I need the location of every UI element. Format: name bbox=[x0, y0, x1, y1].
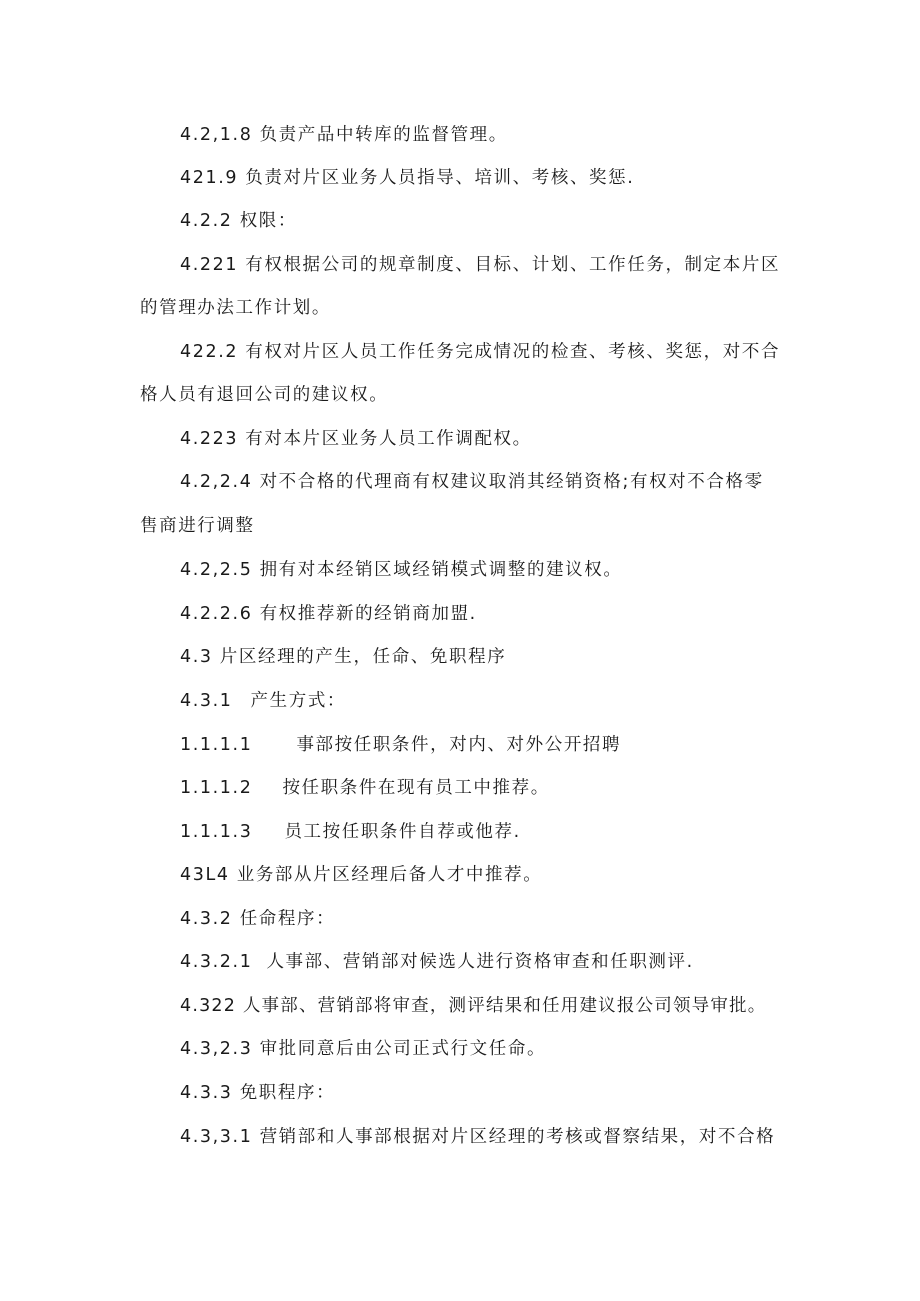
item-1-1-1-3 bbox=[180, 821, 521, 843]
item-number: 4.3.1 bbox=[180, 691, 233, 711]
item-1-1-1-1 bbox=[180, 734, 621, 756]
item-number: 4.3.2.1 bbox=[180, 952, 253, 972]
paragraph-4-2-2-4-cont: 售商进行调整 bbox=[140, 516, 255, 536]
paragraph-4-2-2-6: 4.2.2.6 有权推荐新的经销商加盟. bbox=[180, 604, 477, 624]
paragraph-4-3-1-4: 43L4 业务部从片区经理后备人才中推荐。 bbox=[180, 865, 543, 885]
heading-4-3-2: 4.3.2 任命程序： bbox=[180, 909, 336, 929]
item-number: 1.1.1.2 bbox=[180, 778, 253, 798]
item-number: 1.1.1.1 bbox=[180, 735, 253, 755]
paragraph-4-3-3-1: 4.3,3.1 营销部和人事部根据对片区经理的考核或督察结果，对不合格 bbox=[180, 1127, 776, 1147]
item-4-3-2-1 bbox=[180, 951, 694, 973]
heading-4-3-1 bbox=[180, 690, 346, 712]
heading-4-2-2: 4.2.2 权限： bbox=[180, 211, 297, 231]
paragraph-4-2-2-3: 4.223 有对本片区业务人员工作调配权。 bbox=[180, 429, 532, 449]
item-text: 按任职条件在现有员工中推荐。 bbox=[282, 778, 550, 798]
paragraph-4-2-2-5: 4.2,2.5 拥有对本经销区域经销模式调整的建议权。 bbox=[180, 560, 623, 580]
paragraph-4-3-2-2: 4.322 人事部、营销部将审查，测评结果和任用建议报公司领导审批。 bbox=[180, 996, 767, 1016]
paragraph-4-2-2-1-cont: 的管理办法工作计划。 bbox=[140, 298, 331, 318]
item-text: 产生方式： bbox=[250, 691, 347, 711]
item-number: 1.1.1.3 bbox=[180, 822, 253, 842]
heading-4-3: 4.3 片区经理的产生，任命、免职程序 bbox=[180, 647, 507, 667]
item-1-1-1-2 bbox=[180, 777, 550, 799]
item-text: 员工按任职条件自荐或他荐. bbox=[284, 822, 521, 842]
paragraph-4-2-1-9: 421.9 负责对片区业务人员指导、培训、考核、奖惩. bbox=[180, 168, 635, 188]
paragraph-4-2-1-8: 4.2,1.8 负责产品中转库的监督管理。 bbox=[180, 125, 508, 145]
paragraph-4-2-2-1: 4.221 有权根据公司的规章制度、目标、计划、工作任务，制定本片区 bbox=[180, 255, 781, 275]
item-text: 事部按任职条件，对内、对外公开招聘 bbox=[296, 735, 622, 755]
paragraph-4-2-2-2-cont: 格人员有退回公司的建议权。 bbox=[140, 385, 389, 405]
paragraph-4-3-2-3: 4.3,2.3 审批同意后由公司正式行文任命。 bbox=[180, 1039, 547, 1059]
paragraph-4-2-2-4: 4.2,2.4 对不合格的代理商有权建议取消其经销资格;有权对不合格零 bbox=[180, 472, 764, 492]
paragraph-4-2-2-2: 422.2 有权对片区人员工作任务完成情况的检查、考核、奖惩，对不合 bbox=[180, 342, 781, 362]
item-text: 人事部、营销部对候选人进行资格审查和任职测评. bbox=[266, 952, 694, 972]
heading-4-3-3: 4.3.3 免职程序： bbox=[180, 1083, 336, 1103]
